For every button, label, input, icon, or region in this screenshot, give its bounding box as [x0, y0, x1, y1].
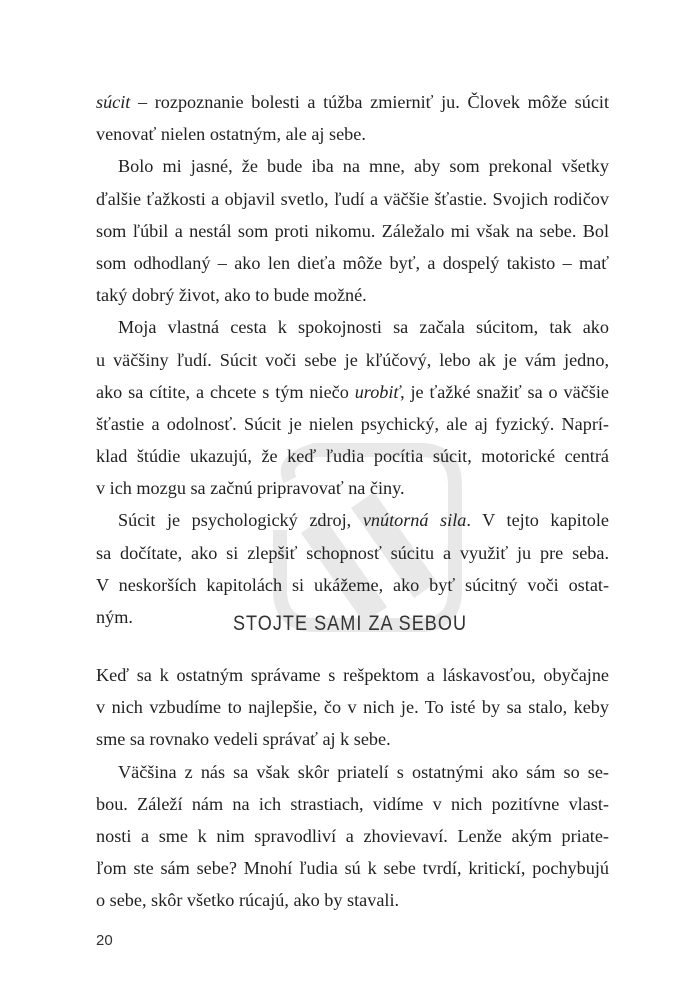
- page-number: 20: [96, 932, 113, 949]
- text-line: v nich vzbudíme to najlepšie, čo v nich je. To isté by sa stalo, keby: [96, 697, 609, 718]
- text-line: ďalšie ťažkosti a objavil svetlo, ľudí a väčšie šťastie. Svojich rodičov: [96, 188, 609, 209]
- text-line: bou. Záleží nám na ich strastiach, vidíme v nich pozitívne vlast-: [96, 793, 609, 814]
- text-line: sme sa rovnako vedeli správať aj k sebe.: [96, 729, 391, 750]
- text-line: venovať nielen ostatným, ale aj sebe.: [96, 124, 366, 145]
- text-line: v ich mozgu sa začnú pripravovať na činy.: [96, 478, 405, 499]
- italic-word: urobiť: [354, 381, 401, 402]
- text-line: Keď sa k ostatným správame s rešpektom a láskavosťou, obyčajne: [96, 665, 609, 685]
- text-line: V neskorších kapitolách si ukážeme, ako byť súcitný voči ostat-: [96, 574, 609, 595]
- text-block-bottom: [96, 659, 609, 917]
- text-line: Bolo mi jasné, že bude iba na mne, aby som prekonal všetky: [118, 156, 609, 177]
- text-line: u väčšiny ľudí. Súcit voči sebe je kľúčový, lebo ak je vám jedno,: [96, 349, 609, 370]
- text-line: som odhodlaný – ako len dieťa môže byť, a dospelý takisto – mať: [96, 252, 609, 273]
- text-line: o sebe, skôr všetko rúcajú, ako by stavali.: [96, 890, 400, 911]
- text-line: ľom ste sám sebe? Mnohí ľudia sú k sebe tvrdí, kritickí, pochybujú: [96, 858, 609, 879]
- text-line: nosti a sme k nim spravodliví a zhovievaví. Lenže akým priate-: [96, 825, 609, 846]
- text-line: šťastie a odolnosť. Súcit je nielen psychický, ale aj fyzický. Naprí-: [96, 413, 609, 434]
- text-line: som ľúbil a nestál som proti nikomu. Záležalo mi však na sebe. Bol: [96, 220, 609, 241]
- text-line: ako sa cítite, a chcete s tým niečo urobiť, je ťažké snažiť sa o väčšie: [96, 381, 609, 402]
- text-line: Väčšina z nás sa však skôr priatelí s ostatnými ako sám so se-: [118, 761, 609, 782]
- italic-word: vnútorná sila: [362, 510, 467, 531]
- text-line: Súcit je psychologický zdroj, vnútorná sila. V tejto kapitole: [118, 510, 610, 531]
- text-line: ným.: [96, 607, 133, 627]
- text-line: taký dobrý život, ako to bude možné.: [96, 285, 367, 306]
- text-line: Moja vlastná cesta k spokojnosti sa začala súcitom, tak ako: [118, 317, 609, 338]
- section-title: STOJTE SAMI ZA SEBOU: [232, 612, 468, 635]
- text-line: súcit – rozpoznanie bolesti a túžba zmierniť ju. Človek môže súcit: [96, 92, 609, 112]
- text-line: sa dočítate, ako si zlepšiť schopnosť súcitu a využiť ju pre seba.: [96, 542, 609, 563]
- italic-word: súcit: [96, 92, 131, 112]
- text-line: klad štúdie ukazujú, že keď ľudia pocítia súcit, motorické centrá: [96, 446, 609, 467]
- text-block-top: [96, 86, 609, 633]
